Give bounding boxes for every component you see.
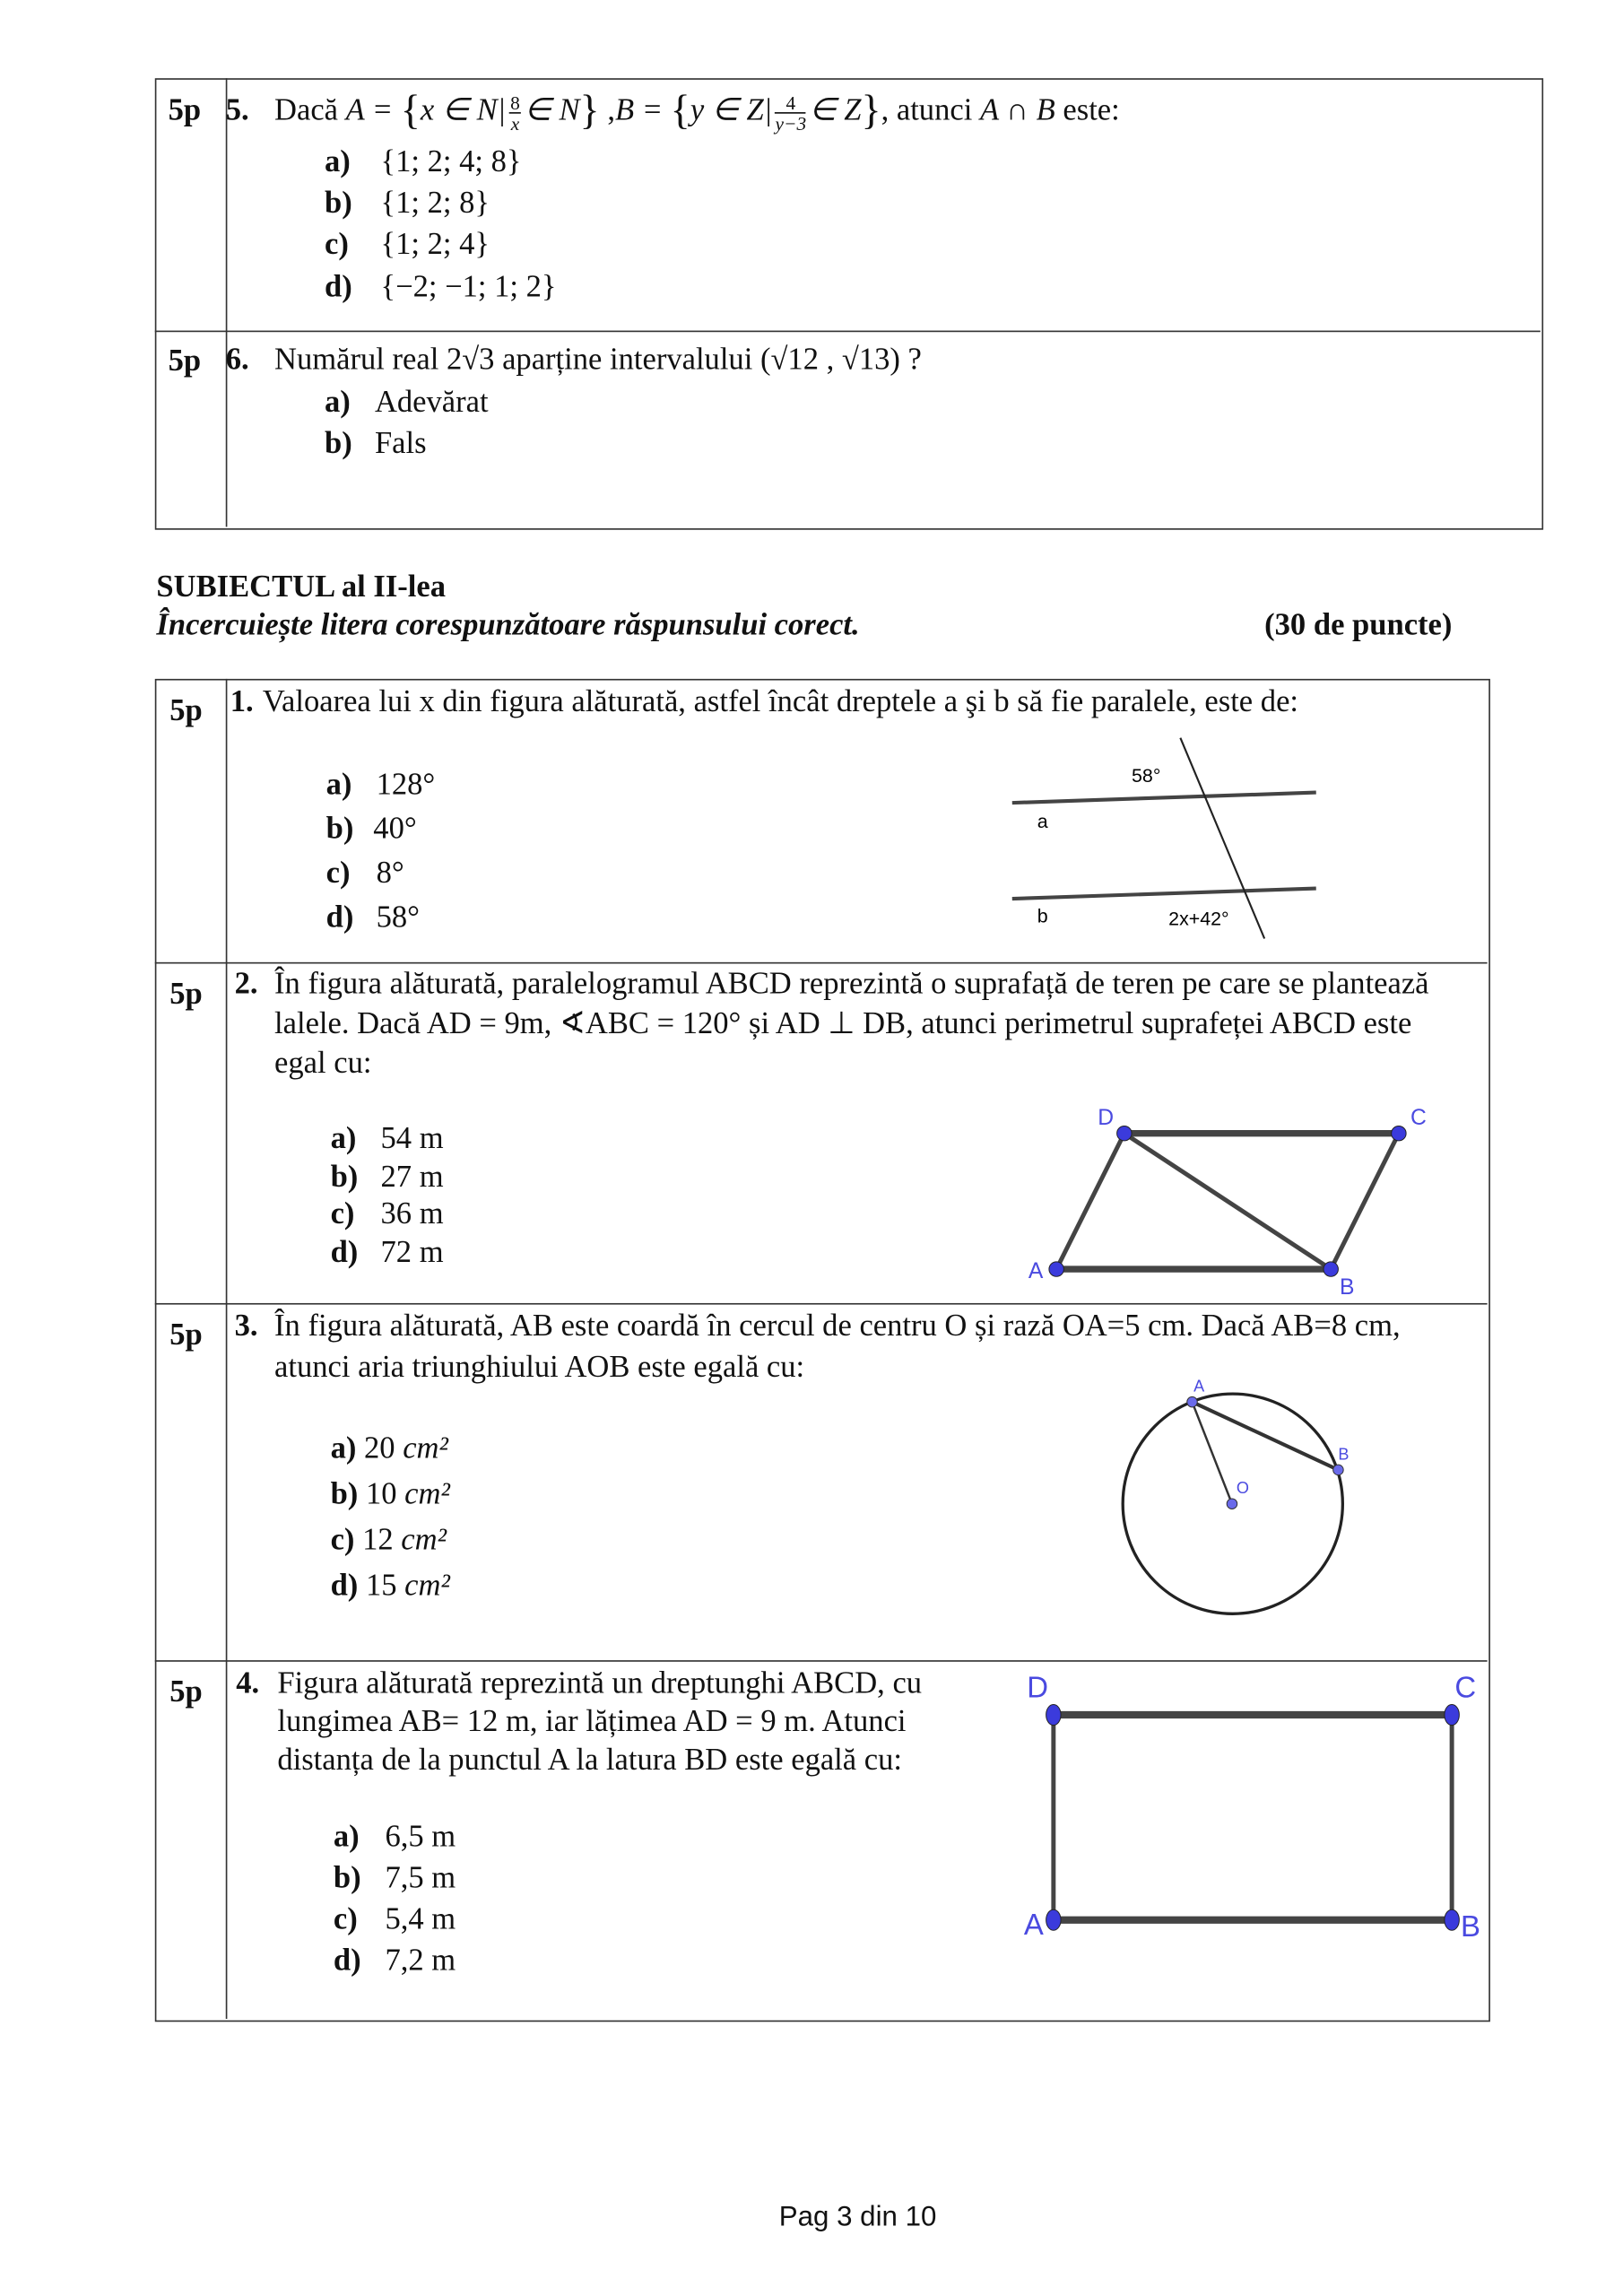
separator: , bbox=[599, 91, 615, 127]
q6-points: 5p bbox=[168, 342, 202, 378]
intersection: A ∩ B bbox=[979, 91, 1055, 127]
option-unit: cm² bbox=[404, 1567, 450, 1603]
set-b-end: ∈ Z bbox=[809, 91, 862, 127]
q2-line-1: În figura alăturată, paralelogramul ABCD reprezintă o suprafață de teren pe care se plantează bbox=[274, 965, 1429, 1001]
section-instruction: Încercuiește litera corespunzătoare răspunsului corect. bbox=[156, 606, 860, 642]
q5-option-d: {−2; −1; 1; 2} bbox=[380, 268, 557, 304]
q5-points: 5p bbox=[168, 91, 202, 127]
set-a-end: ∈ N bbox=[524, 91, 580, 127]
brace: } bbox=[579, 88, 600, 135]
q5-post-end: este: bbox=[1055, 91, 1120, 127]
q2-line-2: lalele. Dacă AD = 9m, ∢ABC = 120° și AD ⊥ DB, atunci perimetrul suprafeței ABCD este bbox=[274, 1004, 1412, 1041]
q1-option-c-label[interactable]: c) bbox=[325, 854, 351, 891]
option-label[interactable]: c) bbox=[330, 1521, 355, 1557]
vertex-a-label: A bbox=[1023, 1908, 1044, 1942]
q4-number: 4. bbox=[236, 1665, 260, 1700]
q3-points: 5p bbox=[169, 1316, 203, 1352]
option-label[interactable]: d) bbox=[330, 1567, 359, 1603]
option-label[interactable]: b) bbox=[330, 1475, 359, 1511]
q5-option-c-label[interactable]: c) bbox=[324, 225, 349, 262]
q1-option-b-label[interactable]: b) bbox=[325, 810, 354, 846]
q2-option-c: 36 m bbox=[380, 1195, 444, 1231]
q1-option-b: 40° bbox=[373, 810, 417, 846]
q1-number: 1. bbox=[230, 683, 254, 719]
q2-option-b: 27 m bbox=[380, 1158, 444, 1195]
q5-option-d-label[interactable]: d) bbox=[324, 268, 352, 304]
vertex-d-label: D bbox=[1027, 1670, 1048, 1704]
option-value: 20 bbox=[364, 1430, 395, 1465]
q3-line-2: atunci aria triunghiului AOB este egală cu: bbox=[274, 1348, 805, 1385]
point-a-label: A bbox=[1193, 1377, 1205, 1396]
set-a-body: x ∈ N| bbox=[420, 91, 507, 127]
numerator: 8 bbox=[510, 91, 520, 114]
q5-post: , atunci bbox=[881, 91, 980, 127]
option-unit: cm² bbox=[401, 1521, 447, 1557]
q4-line-1: Figura alăturată reprezintă un dreptunghi ABCD, cu bbox=[277, 1665, 923, 1700]
q5-option-a: {1; 2; 4; 8} bbox=[380, 143, 522, 179]
brace: { bbox=[670, 88, 690, 135]
set-a-start: A = bbox=[345, 91, 401, 127]
q6-number: 6. bbox=[225, 341, 249, 377]
vertex-b-label: B bbox=[1460, 1909, 1480, 1943]
q2-option-d-label[interactable]: d) bbox=[330, 1233, 359, 1270]
center-o-label: O bbox=[1236, 1479, 1249, 1498]
q2-option-a: 54 m bbox=[380, 1119, 444, 1156]
option-value: 10 bbox=[365, 1475, 397, 1511]
option-value: 12 bbox=[362, 1521, 394, 1557]
q4-option-c: 5,4 m bbox=[385, 1900, 456, 1936]
q4-option-c-label[interactable]: c) bbox=[333, 1900, 358, 1936]
option-unit: cm² bbox=[404, 1475, 450, 1511]
set-b-body: y ∈ Z| bbox=[690, 91, 773, 127]
rectangle-sides bbox=[1054, 1715, 1452, 1920]
q6-option-b-label[interactable]: b) bbox=[324, 424, 352, 461]
q2-points: 5p bbox=[169, 975, 203, 1012]
option-label[interactable]: a) bbox=[330, 1430, 357, 1465]
q6-option-a: Adevărat bbox=[374, 383, 489, 420]
angle-bottom-label: 2x+42° bbox=[1168, 908, 1229, 930]
vertex-c-label: C bbox=[1410, 1105, 1427, 1130]
line-b-label: b bbox=[1037, 905, 1048, 927]
q6-statement: Numărul real 2√3 aparține intervalului (√12 , √13) ? bbox=[274, 341, 922, 377]
vertex-c-label: C bbox=[1454, 1670, 1477, 1704]
point-b-label: B bbox=[1338, 1445, 1350, 1464]
q4-option-a-label[interactable]: a) bbox=[333, 1818, 360, 1854]
brace: { bbox=[400, 88, 421, 135]
denominator: y−3 bbox=[775, 111, 807, 135]
q5-option-b: {1; 2; 8} bbox=[380, 184, 490, 221]
q2-line-3: egal cu: bbox=[274, 1044, 372, 1081]
q2-option-d: 72 m bbox=[380, 1233, 444, 1270]
q2-option-c-label[interactable]: c) bbox=[330, 1195, 355, 1231]
denominator: x bbox=[510, 111, 520, 135]
q1-option-a: 128° bbox=[376, 765, 436, 802]
q1-option-d-label[interactable]: d) bbox=[325, 899, 354, 935]
q4-option-d: 7,2 m bbox=[385, 1942, 456, 1978]
option-unit: cm² bbox=[403, 1430, 448, 1465]
q5-pre: Dacă bbox=[274, 91, 346, 127]
section-title: SUBIECTUL al II-lea bbox=[156, 568, 447, 604]
q2-number: 2. bbox=[234, 965, 258, 1001]
q3-number: 3. bbox=[234, 1307, 258, 1344]
q1-option-a-label[interactable]: a) bbox=[325, 765, 352, 802]
q2-option-a-label[interactable]: a) bbox=[330, 1119, 357, 1156]
vertex-b-label: B bbox=[1340, 1275, 1355, 1300]
q1-statement: Valoarea lui x din figura alăturată, astfel încât dreptele a şi b să fie paralele, este de: bbox=[262, 683, 1299, 719]
q2-option-b-label[interactable]: b) bbox=[330, 1158, 359, 1195]
q5-option-c: {1; 2; 4} bbox=[380, 225, 490, 262]
q1-points: 5p bbox=[169, 691, 203, 728]
q4-points: 5p bbox=[169, 1673, 203, 1709]
option-value: 15 bbox=[365, 1567, 397, 1603]
q3-line-1: În figura alăturată, AB este coardă în cercul de centru O și rază OA=5 cm. Dacă AB=8 cm, bbox=[274, 1307, 1401, 1344]
q4-option-a: 6,5 m bbox=[385, 1818, 456, 1854]
q4-line-3: distanța de la punctul A la latura BD este egală cu: bbox=[277, 1741, 902, 1778]
q4-line-2: lungimea AB= 12 m, iar lățimea AD = 9 m. Atunci bbox=[277, 1702, 907, 1739]
section-points: (30 de puncte) bbox=[1264, 606, 1453, 642]
q1-option-d: 58° bbox=[376, 899, 420, 935]
line-a-label: a bbox=[1037, 811, 1048, 833]
q4-option-b: 7,5 m bbox=[385, 1859, 456, 1895]
vertex-d-label: D bbox=[1098, 1105, 1115, 1130]
q5-option-b-label[interactable]: b) bbox=[324, 184, 352, 221]
brace: } bbox=[861, 88, 881, 135]
q6-option-b: Fals bbox=[374, 424, 427, 461]
q4-option-b-label[interactable]: b) bbox=[333, 1859, 361, 1895]
vertex-a-label: A bbox=[1028, 1258, 1044, 1283]
rectangle-vertices bbox=[1046, 1704, 1460, 1930]
angle-top-label: 58° bbox=[1132, 765, 1161, 787]
page-number: Pag 3 din 10 bbox=[778, 2202, 937, 2233]
q6-option-a-label[interactable]: a) bbox=[324, 383, 351, 420]
q4-option-d-label[interactable]: d) bbox=[333, 1942, 361, 1978]
numerator: 4 bbox=[776, 92, 807, 113]
set-b-start: B = bbox=[614, 91, 671, 127]
q5-option-a-label[interactable]: a) bbox=[324, 143, 351, 179]
q1-option-c: 8° bbox=[376, 854, 404, 891]
q5-number: 5. bbox=[225, 91, 249, 127]
